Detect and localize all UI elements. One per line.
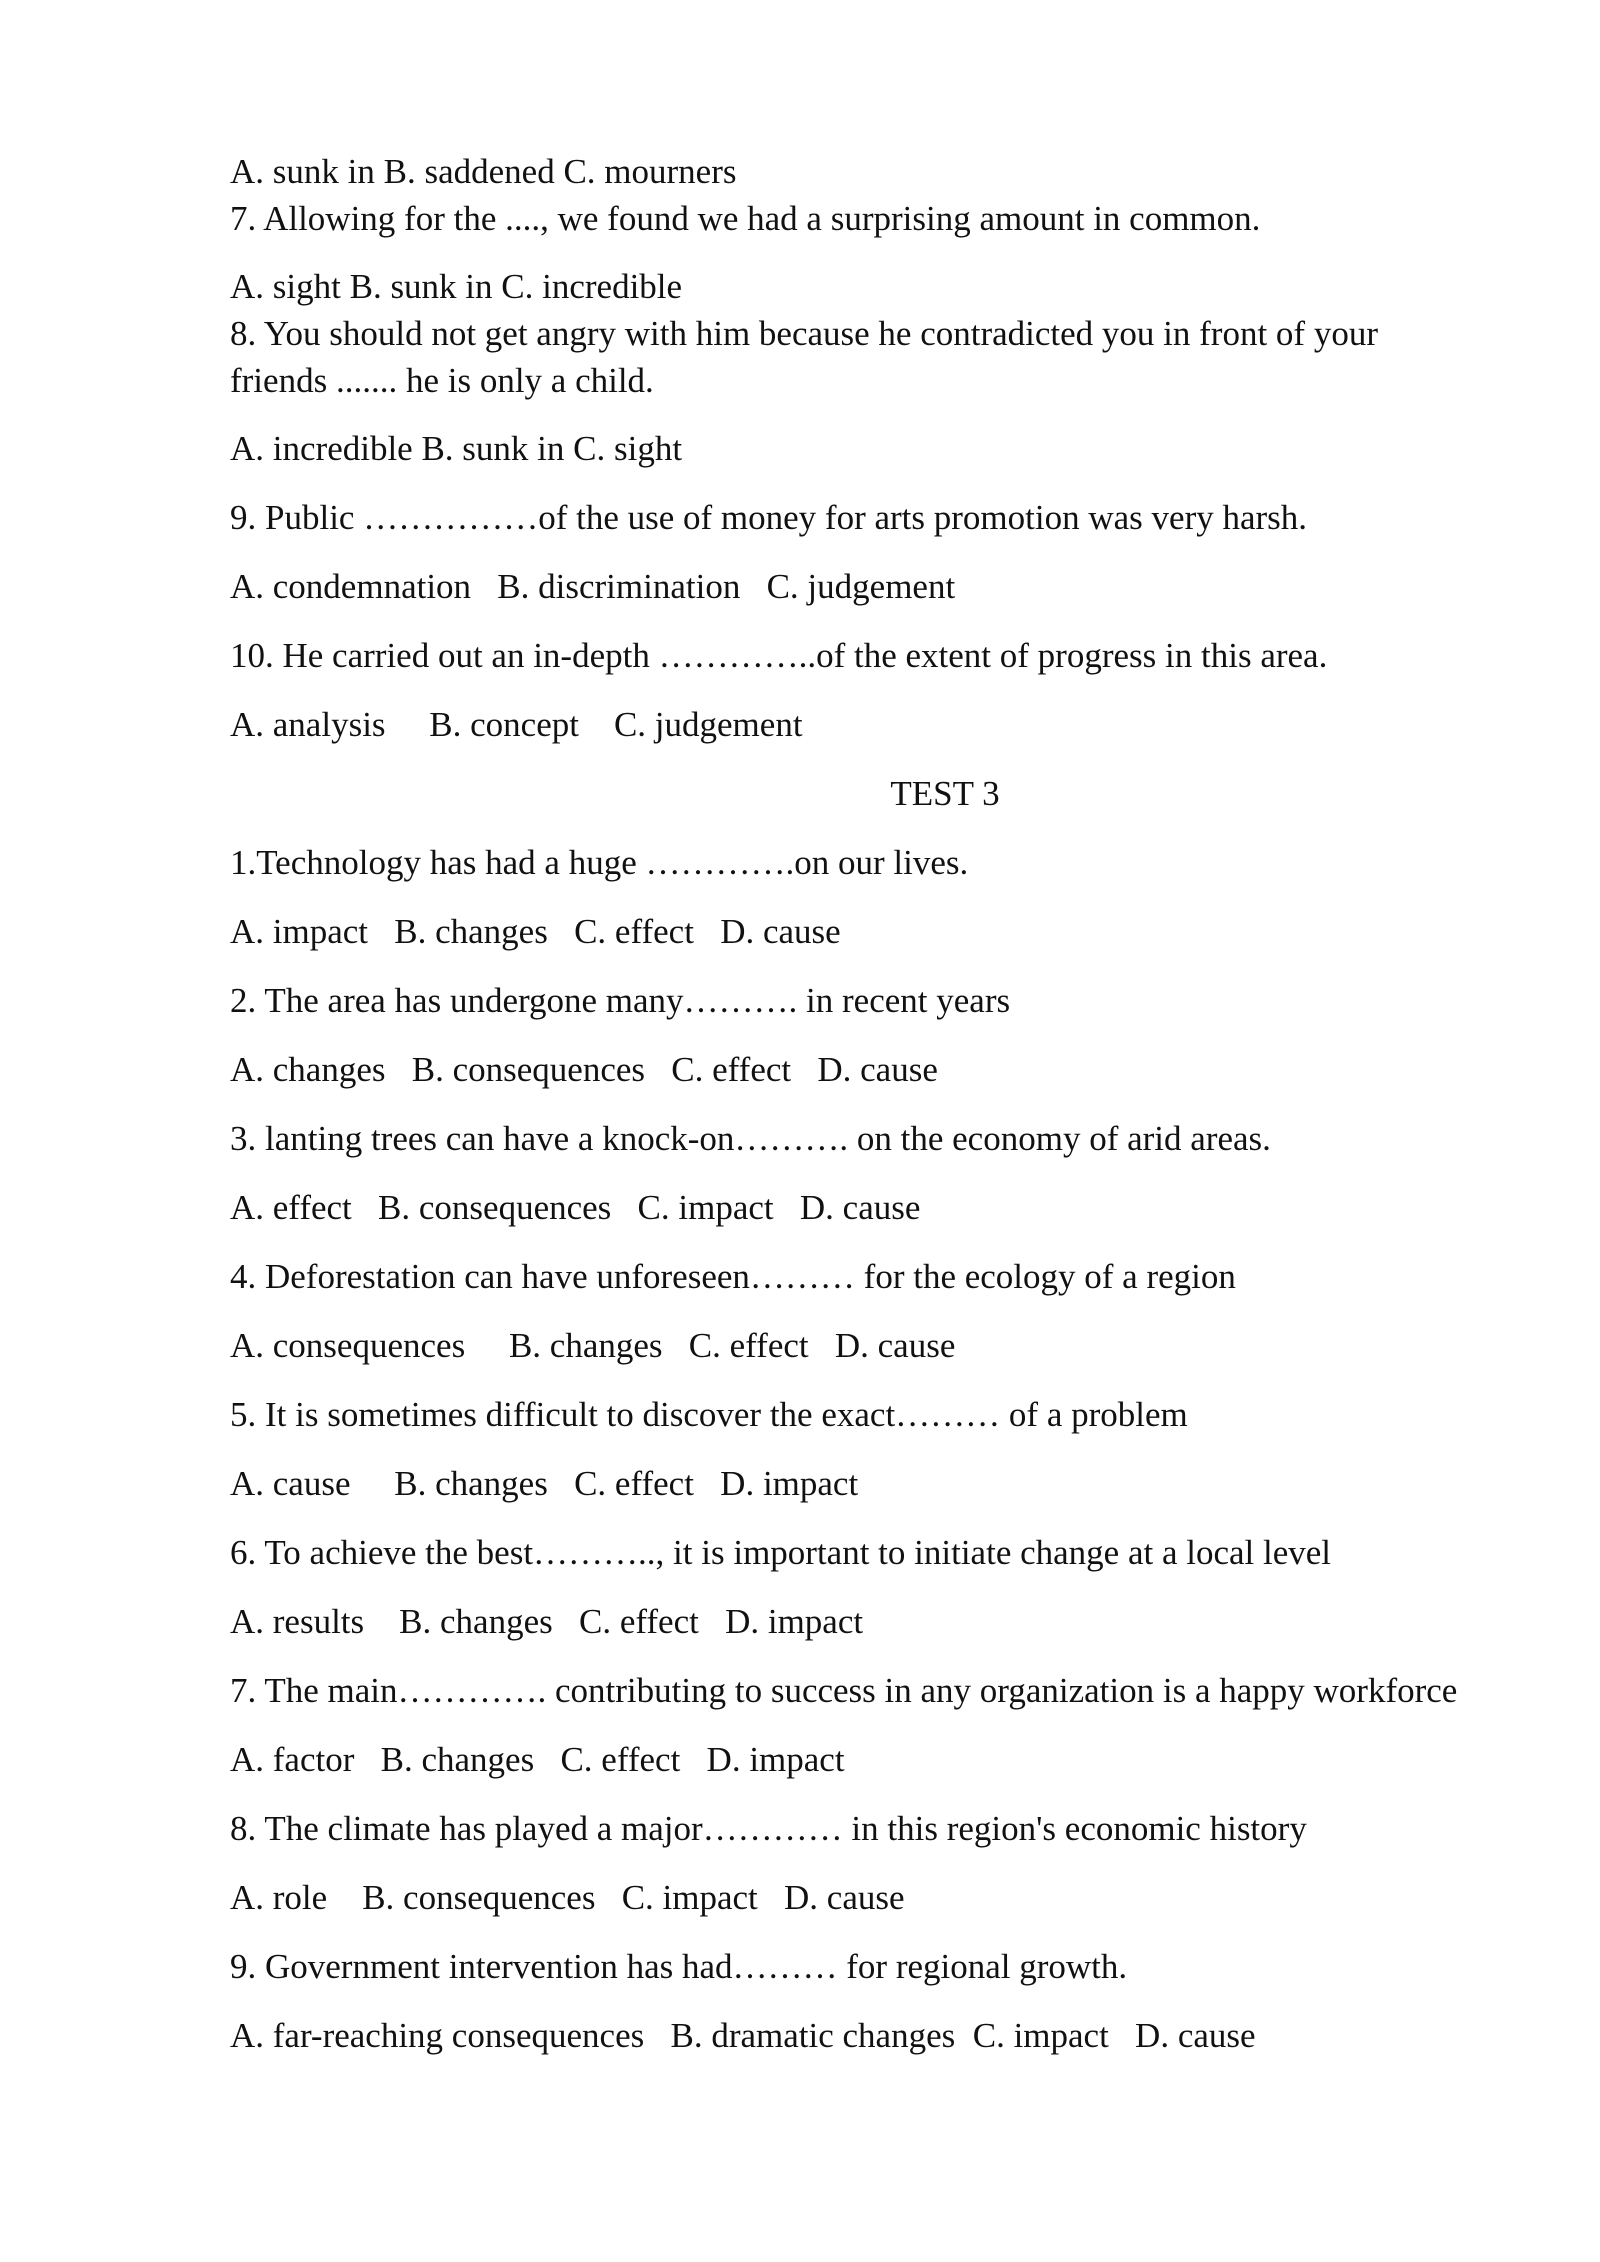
question-text: 5. It is sometimes difficult to discover the exact……… of a problem bbox=[230, 1395, 1188, 1434]
question-text: 9. Public ……………of the use of money for arts promotion was very harsh. bbox=[230, 498, 1308, 537]
answer-options: A. analysis B. concept C. judgement bbox=[230, 705, 803, 744]
answer-options: A. factor B. changes C. effect D. impact bbox=[230, 1740, 845, 1779]
answer-options: A. effect B. consequences C. impact D. cause bbox=[230, 1188, 921, 1227]
question-text: 1.Technology has had a huge ………….on our lives. bbox=[230, 843, 969, 882]
question-text: 7. The main…………. contributing to success in any organization is a happy workforce bbox=[230, 1671, 1458, 1710]
answer-options: A. cause B. changes C. effect D. impact bbox=[230, 1464, 859, 1503]
question-text: 4. Deforestation can have unforeseen……… for the ecology of a region bbox=[230, 1257, 1236, 1296]
answer-options: A. far-reaching consequences B. dramatic changes C. impact D. cause bbox=[230, 2016, 1256, 2055]
answer-options: A. consequences B. changes C. effect D. cause bbox=[230, 1326, 956, 1365]
question-text: 3. lanting trees can have a knock-on………. on the economy of arid areas. bbox=[230, 1119, 1271, 1158]
answer-options: A. changes B. consequences C. effect D. cause bbox=[230, 1050, 938, 1089]
answer-options: A. condemnation B. discrimination C. judgement bbox=[230, 567, 956, 606]
question-text: 7. Allowing for the ...., we found we had a surprising amount in common. bbox=[230, 199, 1261, 238]
answer-options: A. incredible B. sunk in C. sight bbox=[230, 429, 683, 468]
answer-options: A. sight B. sunk in C. incredible bbox=[230, 267, 683, 306]
answer-options: A. results B. changes C. effect D. impact bbox=[230, 1602, 864, 1641]
question-text: 9. Government intervention has had……… for regional growth. bbox=[230, 1947, 1128, 1986]
answer-options: A. sunk in B. saddened C. mourners bbox=[230, 152, 737, 191]
question-text: 10. He carried out an in-depth …………..of the extent of progress in this area. bbox=[230, 636, 1328, 675]
question-text: 2. The area has undergone many………. in recent years bbox=[230, 981, 1011, 1020]
section-title: TEST 3 bbox=[890, 774, 1000, 813]
answer-options: A. impact B. changes C. effect D. cause bbox=[230, 912, 841, 951]
question-text: 8. The climate has played a major………… in this region's economic history bbox=[230, 1809, 1307, 1848]
document-page bbox=[230, 148, 1480, 2059]
question-text: 6. To achieve the best……….., it is important to initiate change at a local level bbox=[230, 1533, 1332, 1572]
answer-options: A. role B. consequences C. impact D. cause bbox=[230, 1878, 905, 1917]
question-text: 8. You should not get angry with him because he contradicted you in front of your friends ....... he is only a child. bbox=[230, 314, 1387, 400]
